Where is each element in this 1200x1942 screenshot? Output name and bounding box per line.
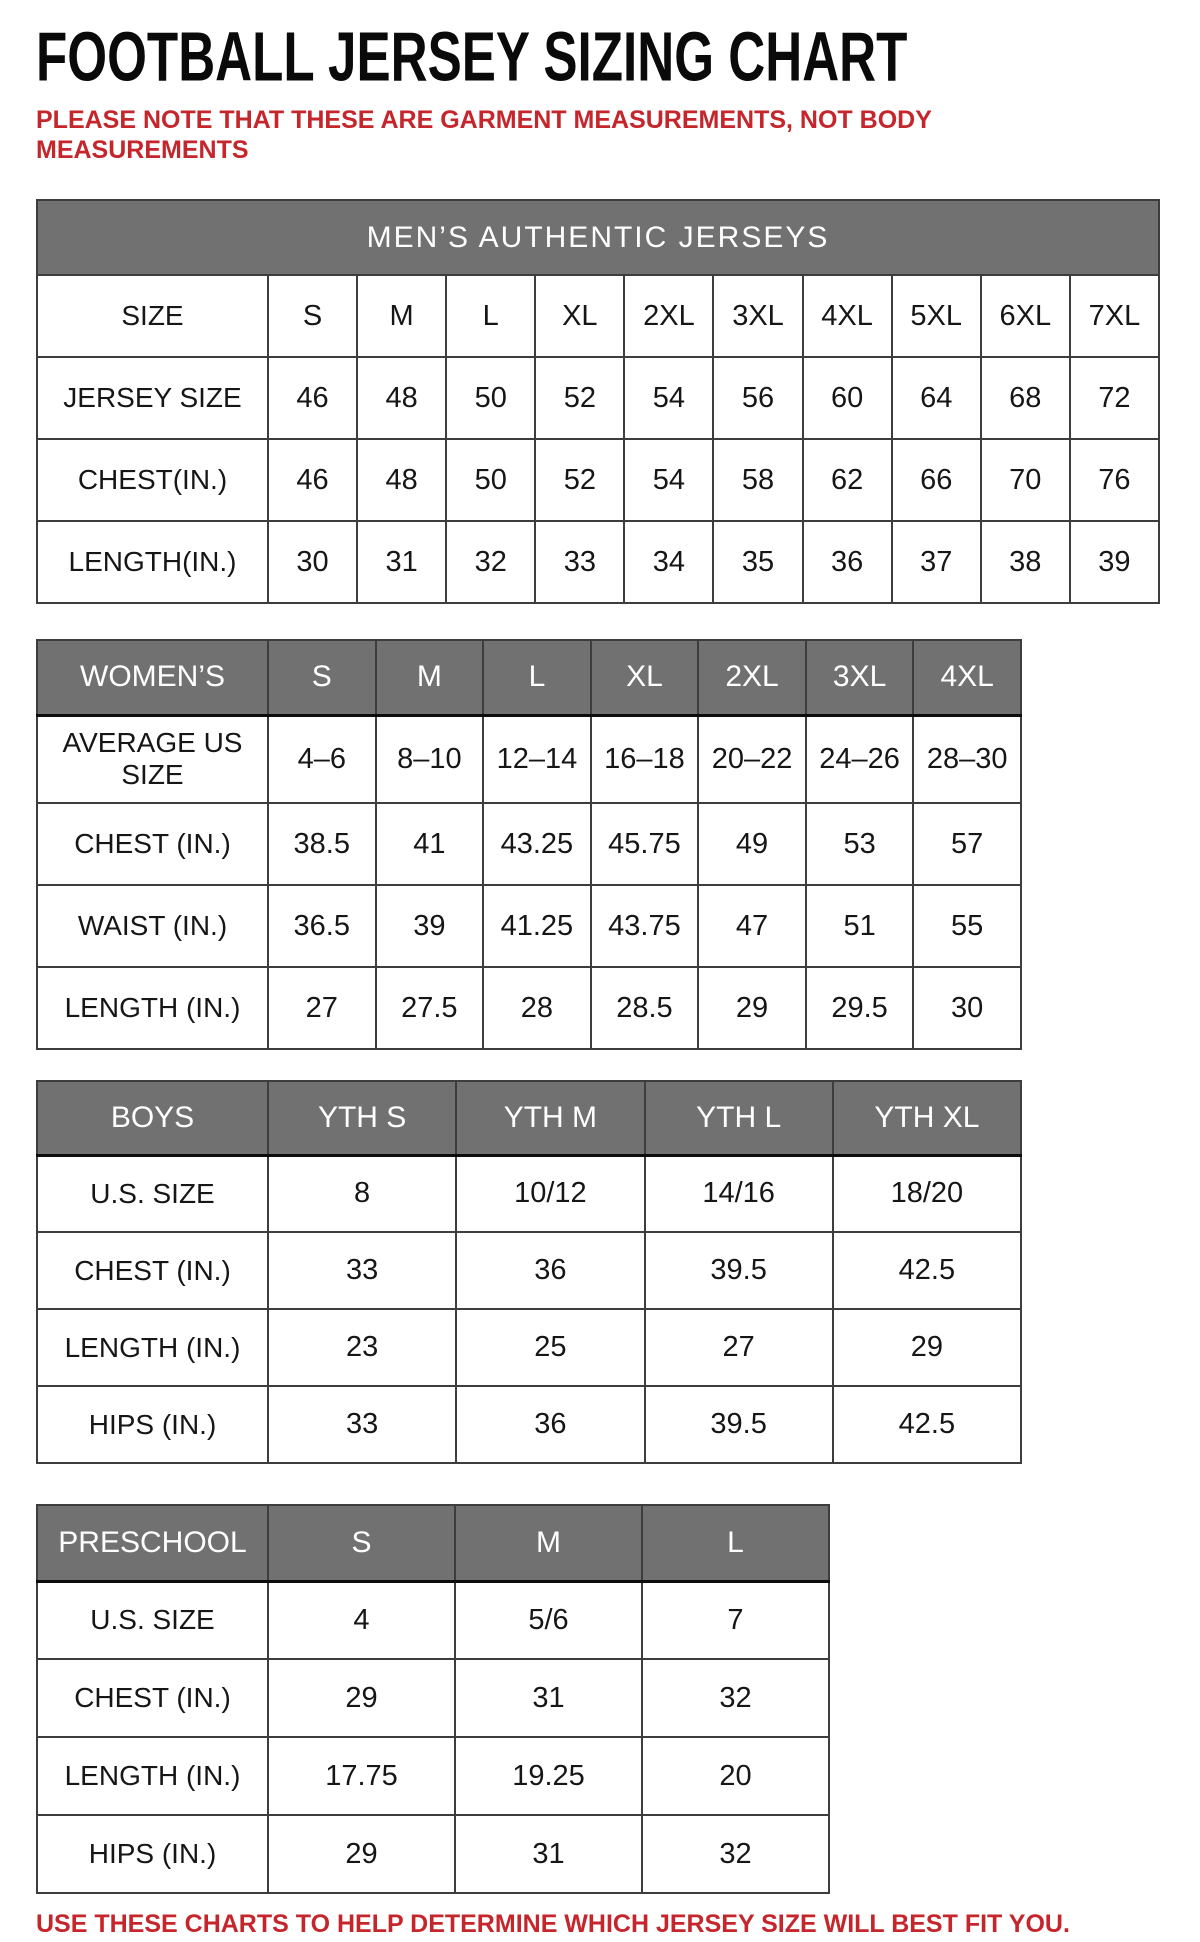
row-label-cell: U.S. SIZE (37, 1155, 268, 1232)
value-cell: 41.25 (483, 885, 591, 967)
header-label-cell: BOYS (37, 1081, 268, 1155)
table-title-cell: MEN’S AUTHENTIC JERSEYS (37, 200, 1159, 275)
value-cell: 20–22 (698, 715, 806, 803)
row-label-cell: AVERAGE US SIZE (37, 715, 268, 803)
value-cell: 38.5 (268, 803, 376, 885)
value-cell: 55 (913, 885, 1021, 967)
value-cell: 7XL (1070, 275, 1159, 357)
value-cell: 24–26 (806, 715, 914, 803)
value-cell: 53 (806, 803, 914, 885)
value-cell: 30 (913, 967, 1021, 1049)
row-label-cell: JERSEY SIZE (37, 357, 268, 439)
value-cell: 33 (268, 1386, 456, 1463)
value-cell: 29 (268, 1659, 455, 1737)
header-size-cell: S (268, 640, 376, 715)
value-cell: 36 (456, 1386, 644, 1463)
value-cell: 32 (446, 521, 535, 603)
header-label-cell: PRESCHOOL (37, 1505, 268, 1581)
value-cell: 28 (483, 967, 591, 1049)
value-cell: 54 (624, 439, 713, 521)
row-label-cell: LENGTH (IN.) (37, 967, 268, 1049)
value-cell: M (357, 275, 446, 357)
value-cell: 8 (268, 1155, 456, 1232)
row-label-cell: U.S. SIZE (37, 1581, 268, 1659)
value-cell: 46 (268, 357, 357, 439)
value-cell: 56 (713, 357, 802, 439)
value-cell: 46 (268, 439, 357, 521)
value-cell: 54 (624, 357, 713, 439)
value-cell: 5/6 (455, 1581, 642, 1659)
value-cell: L (446, 275, 535, 357)
row-label-cell: LENGTH(IN.) (37, 521, 268, 603)
value-cell: 39.5 (645, 1386, 833, 1463)
value-cell: XL (535, 275, 624, 357)
value-cell: 62 (803, 439, 892, 521)
value-cell: 52 (535, 439, 624, 521)
value-cell: 4XL (803, 275, 892, 357)
value-cell: 20 (642, 1737, 829, 1815)
value-cell: 48 (357, 439, 446, 521)
value-cell: 45.75 (591, 803, 699, 885)
value-cell: 39 (376, 885, 484, 967)
value-cell: S (268, 275, 357, 357)
row-label-cell: LENGTH (IN.) (37, 1737, 268, 1815)
value-cell: 50 (446, 439, 535, 521)
value-cell: 18/20 (833, 1155, 1021, 1232)
value-cell: 58 (713, 439, 802, 521)
value-cell: 4 (268, 1581, 455, 1659)
value-cell: 32 (642, 1815, 829, 1893)
value-cell: 17.75 (268, 1737, 455, 1815)
header-size-cell: YTH L (645, 1081, 833, 1155)
value-cell: 27.5 (376, 967, 484, 1049)
value-cell: 2XL (624, 275, 713, 357)
value-cell: 57 (913, 803, 1021, 885)
value-cell: 28–30 (913, 715, 1021, 803)
row-label-cell: CHEST (IN.) (37, 1232, 268, 1309)
value-cell: 48 (357, 357, 446, 439)
header-size-cell: XL (591, 640, 699, 715)
value-cell: 42.5 (833, 1232, 1021, 1309)
value-cell: 50 (446, 357, 535, 439)
value-cell: 29 (698, 967, 806, 1049)
value-cell: 29 (268, 1815, 455, 1893)
boys-sizing-table (36, 1080, 1022, 1464)
value-cell: 23 (268, 1309, 456, 1386)
row-label-cell: CHEST (IN.) (37, 1659, 268, 1737)
value-cell: 36 (456, 1232, 644, 1309)
row-label-cell: HIPS (IN.) (37, 1815, 268, 1893)
value-cell: 19.25 (455, 1737, 642, 1815)
value-cell: 34 (624, 521, 713, 603)
value-cell: 68 (981, 357, 1070, 439)
header-size-cell: M (455, 1505, 642, 1581)
value-cell: 51 (806, 885, 914, 967)
value-cell: 33 (268, 1232, 456, 1309)
value-cell: 38 (981, 521, 1070, 603)
value-cell: 36.5 (268, 885, 376, 967)
value-cell: 64 (892, 357, 981, 439)
value-cell: 7 (642, 1581, 829, 1659)
value-cell: 31 (455, 1815, 642, 1893)
value-cell: 33 (535, 521, 624, 603)
value-cell: 60 (803, 357, 892, 439)
value-cell: 27 (645, 1309, 833, 1386)
row-label-cell: WAIST (IN.) (37, 885, 268, 967)
value-cell: 31 (455, 1659, 642, 1737)
row-label-cell: CHEST (IN.) (37, 803, 268, 885)
mens-authentic-jerseys-table (36, 199, 1160, 604)
value-cell: 12–14 (483, 715, 591, 803)
value-cell: 52 (535, 357, 624, 439)
value-cell: 66 (892, 439, 981, 521)
value-cell: 70 (981, 439, 1070, 521)
value-cell: 14/16 (645, 1155, 833, 1232)
value-cell: 16–18 (591, 715, 699, 803)
header-size-cell: YTH S (268, 1081, 456, 1155)
value-cell: 5XL (892, 275, 981, 357)
value-cell: 43.75 (591, 885, 699, 967)
row-label-cell: LENGTH (IN.) (37, 1309, 268, 1386)
value-cell: 49 (698, 803, 806, 885)
value-cell: 29 (833, 1309, 1021, 1386)
value-cell: 37 (892, 521, 981, 603)
value-cell: 72 (1070, 357, 1159, 439)
header-size-cell: 3XL (806, 640, 914, 715)
value-cell: 42.5 (833, 1386, 1021, 1463)
value-cell: 41 (376, 803, 484, 885)
value-cell: 35 (713, 521, 802, 603)
value-cell: 8–10 (376, 715, 484, 803)
value-cell: 39.5 (645, 1232, 833, 1309)
value-cell: 36 (803, 521, 892, 603)
value-cell: 43.25 (483, 803, 591, 885)
row-label-cell: SIZE (37, 275, 268, 357)
garment-measurements-note: PLEASE NOTE THAT THESE ARE GARMENT MEASUREMENTS, NOT BODY MEASUREMENTS (36, 106, 932, 164)
value-cell: 10/12 (456, 1155, 644, 1232)
header-size-cell: 2XL (698, 640, 806, 715)
value-cell: 31 (357, 521, 446, 603)
value-cell: 32 (642, 1659, 829, 1737)
value-cell: 28.5 (591, 967, 699, 1049)
womens-sizing-table (36, 639, 1022, 1050)
value-cell: 4–6 (268, 715, 376, 803)
header-size-cell: S (268, 1505, 455, 1581)
value-cell: 3XL (713, 275, 802, 357)
value-cell: 6XL (981, 275, 1070, 357)
header-size-cell: YTH XL (833, 1081, 1021, 1155)
header-size-cell: L (483, 640, 591, 715)
header-size-cell: YTH M (456, 1081, 644, 1155)
header-label-cell: WOMEN’S (37, 640, 268, 715)
header-size-cell: L (642, 1505, 829, 1581)
header-size-cell: 4XL (913, 640, 1021, 715)
page-title: FOOTBALL JERSEY SIZING CHART (36, 17, 908, 96)
value-cell: 30 (268, 521, 357, 603)
preschool-sizing-table (36, 1504, 830, 1894)
footer-note: USE THESE CHARTS TO HELP DETERMINE WHICH JERSEY SIZE WILL BEST FIT YOU. (36, 1910, 1070, 1938)
value-cell: 39 (1070, 521, 1159, 603)
value-cell: 27 (268, 967, 376, 1049)
value-cell: 29.5 (806, 967, 914, 1049)
row-label-cell: HIPS (IN.) (37, 1386, 268, 1463)
value-cell: 47 (698, 885, 806, 967)
value-cell: 25 (456, 1309, 644, 1386)
row-label-cell: CHEST(IN.) (37, 439, 268, 521)
header-size-cell: M (376, 640, 484, 715)
value-cell: 76 (1070, 439, 1159, 521)
